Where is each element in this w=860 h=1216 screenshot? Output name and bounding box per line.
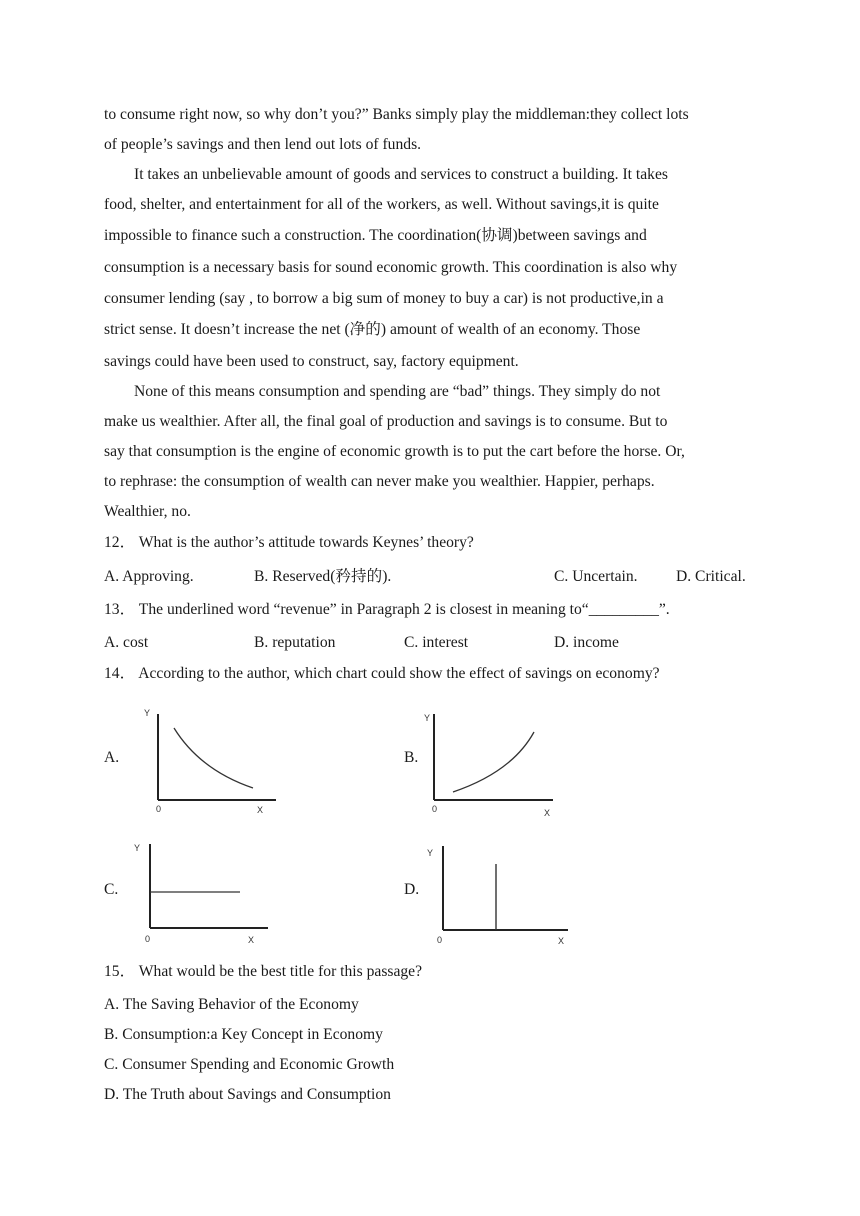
chart-c[interactable] — [132, 840, 272, 948]
question-13-option-d[interactable]: D. income — [554, 634, 619, 651]
question-15-option-c[interactable]: C. Consumer Spending and Economic Growth — [104, 1056, 395, 1073]
chart-b-svg — [420, 708, 560, 820]
chart-a-svg — [140, 706, 280, 818]
question-12-option-c[interactable]: C. Uncertain. — [554, 568, 638, 585]
question-13-option-c[interactable]: C. interest — [404, 634, 469, 651]
chart-d[interactable] — [422, 840, 572, 948]
question-12-option-a[interactable]: A. Approving. — [104, 568, 194, 585]
passage-line: It takes an unbelievable amount of goods and services to construct a building. It takes — [134, 166, 668, 183]
question-12-option-d[interactable]: D. Critical. — [676, 568, 746, 585]
chart-c-svg — [132, 840, 272, 948]
increasing-curve — [453, 732, 534, 792]
question-12-stem: 12． What is the author’s attitude towards Keynes’ theory? — [104, 534, 474, 551]
x-axis-label: X — [558, 936, 565, 946]
question-14-stem: 14． According to the author, which chart could show the effect of savings on economy? — [104, 665, 660, 682]
question-14-option-b[interactable]: B. — [404, 749, 419, 766]
origin-label: 0 — [145, 934, 151, 944]
origin-label: 0 — [432, 804, 438, 814]
passage-line: of people’s savings and then lend out lots of funds. — [104, 136, 422, 153]
passage-line: strict sense. It doesn’t increase the net (净的) amount of wealth of an economy. Those — [104, 321, 641, 338]
question-15-option-b[interactable]: B. Consumption:a Key Concept in Economy — [104, 1026, 383, 1043]
origin-label: 0 — [156, 804, 162, 814]
question-14-option-d[interactable]: D. — [404, 881, 420, 898]
question-13-option-a[interactable]: A. cost — [104, 634, 149, 651]
x-axis-label: X — [257, 805, 264, 815]
chart-b[interactable] — [420, 708, 560, 820]
passage-line: None of this means consumption and spending are “bad” things. They simply do not — [134, 383, 661, 400]
passage-line: savings could have been used to construct, say, factory equipment. — [104, 353, 519, 370]
chart-d-svg — [422, 840, 572, 948]
passage-line: consumption is a necessary basis for sound economic growth. This coordination is also why — [104, 259, 678, 276]
question-13-stem: 13． The underlined word “revenue” in Paragraph 2 is closest in meaning to“_________”. — [104, 601, 670, 618]
y-axis-label: Y — [134, 843, 141, 853]
y-axis-label: Y — [144, 708, 151, 718]
passage-line: to consume right now, so why don’t you?” Banks simply play the middleman:they collect lots — [104, 106, 689, 123]
decreasing-curve — [174, 728, 253, 788]
passage-line: food, shelter, and entertainment for all of the workers, as well. Without savings,it is quite — [104, 196, 659, 213]
question-14-option-a[interactable]: A. — [104, 749, 120, 766]
chart-a[interactable] — [140, 706, 280, 818]
passage-line: Wealthier, no. — [104, 503, 191, 520]
y-axis-label: Y — [427, 848, 434, 858]
passage-line: to rephrase: the consumption of wealth can never make you wealthier. Happier, perhaps. — [104, 473, 655, 490]
question-14-option-c[interactable]: C. — [104, 881, 119, 898]
x-axis-label: X — [248, 935, 255, 945]
question-13-option-b[interactable]: B. reputation — [254, 634, 336, 651]
question-12-option-b[interactable]: B. Reserved(矜持的). — [254, 568, 392, 585]
passage-line: say that consumption is the engine of economic growth is to put the cart before the horse. Or, — [104, 443, 685, 460]
passage-line: consumer lending (say , to borrow a big sum of money to buy a car) is not productive,in a — [104, 290, 664, 307]
question-15-option-d[interactable]: D. The Truth about Savings and Consumption — [104, 1086, 391, 1103]
passage-line: make us wealthier. After all, the final goal of production and savings is to consume. But to — [104, 413, 668, 430]
x-axis-label: X — [544, 808, 551, 818]
question-15-option-a[interactable]: A. The Saving Behavior of the Economy — [104, 996, 359, 1013]
question-15-stem: 15． What would be the best title for this passage? — [104, 963, 423, 980]
passage-line: impossible to finance such a construction. The coordination(协调)between savings and — [104, 227, 647, 244]
y-axis-label: Y — [424, 713, 431, 723]
origin-label: 0 — [437, 935, 443, 945]
